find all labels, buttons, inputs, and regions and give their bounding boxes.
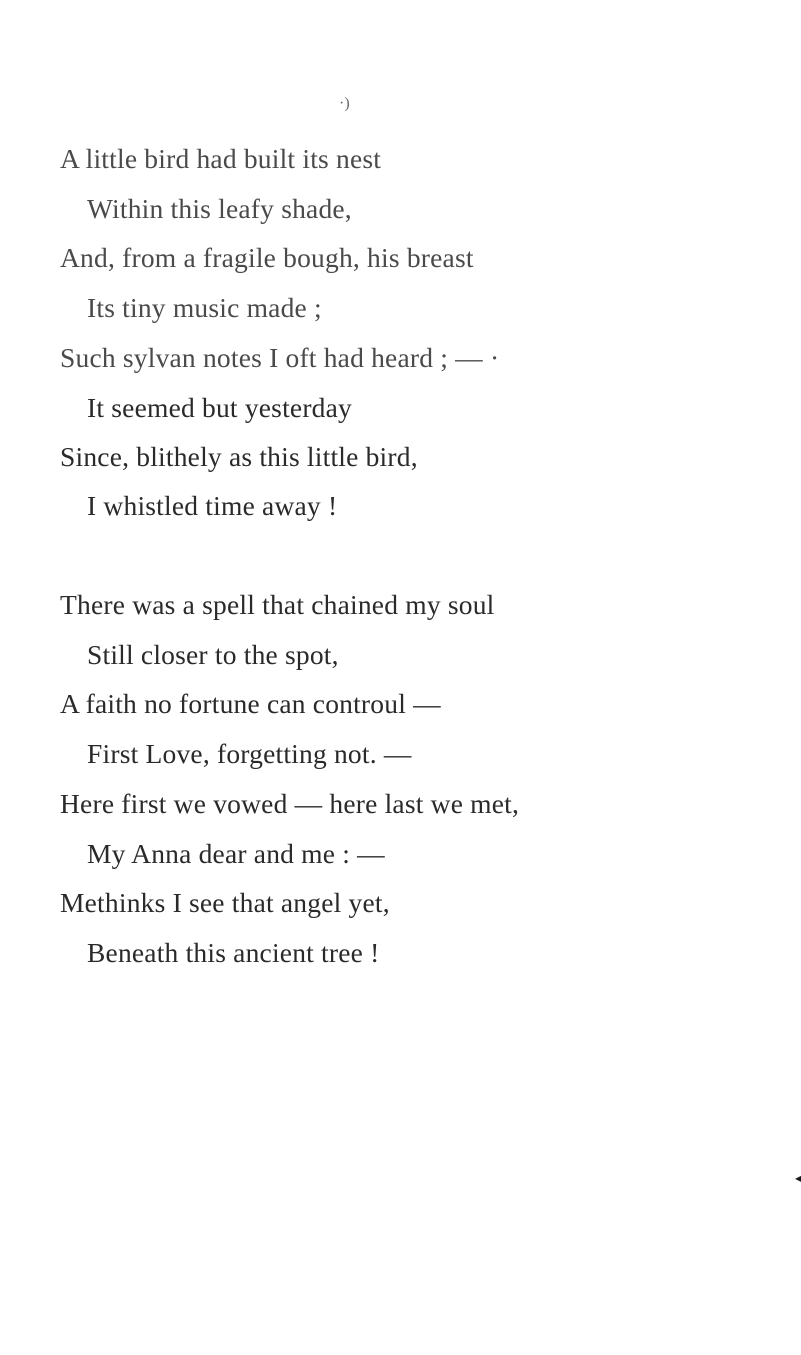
poem-line: I whistled time away !: [87, 490, 338, 521]
poem-line: It seemed but yesterday: [87, 392, 352, 423]
poem-line: First Love, forgetting not. —: [87, 738, 412, 769]
poem-line: Such sylvan notes I oft had heard ; — ·: [60, 342, 500, 373]
poem-line: Beneath this ancient tree !: [87, 937, 380, 968]
poem-line: There was a spell that chained my soul: [60, 589, 495, 620]
poem-line: My Anna dear and me : —: [87, 838, 385, 869]
poem-line: Methinks I see that angel yet,: [60, 887, 390, 918]
poem-line: A little bird had built its nest: [60, 143, 382, 174]
poem-line: Here first we vowed — here last we met,: [60, 788, 520, 819]
poem-line: Its tiny music made ;: [87, 292, 322, 323]
poem-line: Still closer to the spot,: [87, 639, 339, 670]
poem-line: Within this leafy shade,: [87, 193, 352, 224]
edge-mark: ◂: [795, 1171, 801, 1185]
poem-line: And, from a fragile bough, his breast: [60, 242, 474, 273]
poem-line: A faith no fortune can controul —: [60, 688, 441, 719]
page-mark: ·): [339, 95, 350, 112]
poem-line: Since, blithely as this little bird,: [60, 441, 418, 472]
